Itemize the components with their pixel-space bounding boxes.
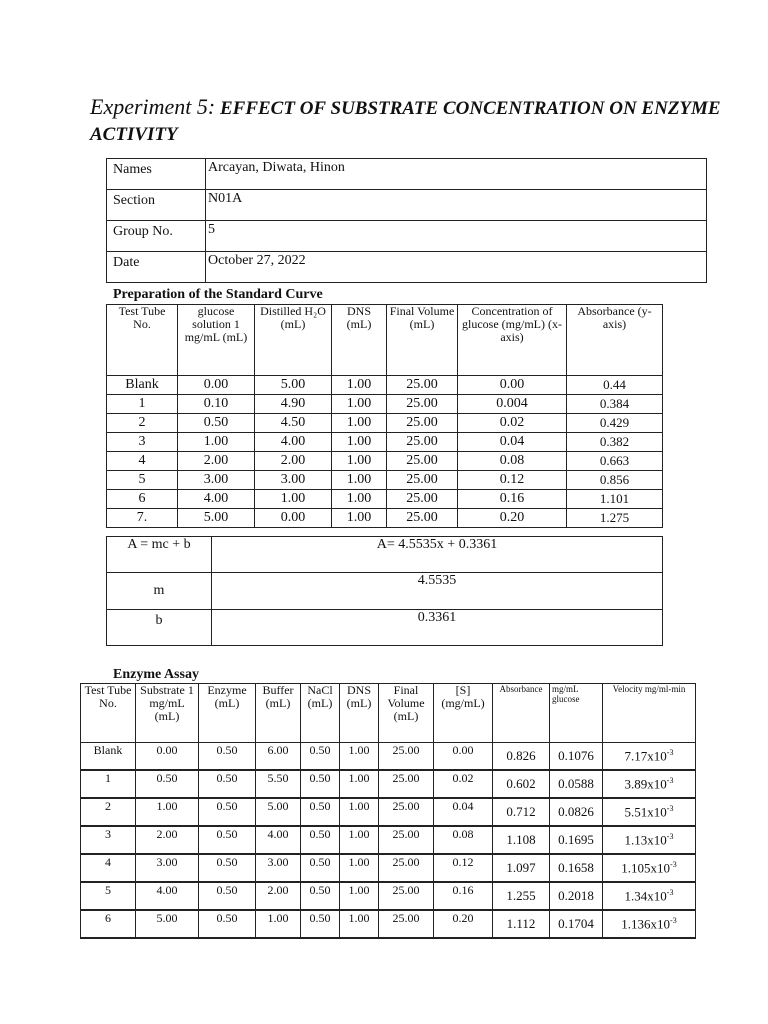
table-cell: 1 (81, 770, 136, 798)
table-cell: 25.00 (387, 452, 458, 471)
table-cell: 1.00 (332, 471, 387, 490)
table-cell: 6 (107, 490, 178, 509)
table-cell: 0.00 (458, 376, 567, 395)
velocity-base: 1.136x10 (621, 916, 671, 932)
table-cell: 2.00 (255, 452, 332, 471)
std-header: Final Volume (mL) (387, 305, 458, 376)
info-row (107, 190, 707, 221)
standard-curve-title: Preparation of the Standard Curve (113, 287, 323, 302)
intercept-value: 0.3361 (212, 610, 663, 646)
table-cell: 0.004 (458, 395, 567, 414)
table-cell: 5 (81, 882, 136, 910)
table-cell: 1.00 (332, 490, 387, 509)
table-cell: 3 (81, 826, 136, 854)
table-cell: 4.50 (255, 414, 332, 433)
std-header: Absorbance (y-axis) (567, 305, 663, 376)
velocity-exponent: -3 (666, 831, 674, 841)
table-cell: 0.429 (567, 414, 663, 433)
velocity-cell (603, 798, 696, 826)
table-cell: 0.826 (493, 743, 550, 771)
velocity-exponent: -3 (670, 915, 677, 925)
table-cell: 0.1695 (550, 826, 603, 854)
table-cell: 2 (107, 414, 178, 433)
table-cell: 2.00 (256, 882, 301, 910)
title-lead: Experiment 5: (90, 94, 216, 119)
table-cell: 0.712 (493, 798, 550, 826)
table-cell: 1.00 (340, 798, 379, 826)
table-cell: 0.12 (458, 471, 567, 490)
table-cell: 25.00 (387, 414, 458, 433)
table-cell: 0.20 (458, 509, 567, 528)
equation-label: A = mc + b (107, 537, 212, 573)
table-cell: 0.50 (301, 854, 340, 882)
table-row (81, 854, 696, 882)
table-cell: 0.50 (199, 826, 256, 854)
table-cell: 0.16 (434, 882, 493, 910)
table-cell: 0.1704 (550, 910, 603, 938)
info-row (107, 159, 707, 190)
info-label: Group No. (107, 221, 206, 252)
table-cell: 25.00 (379, 882, 434, 910)
table-cell: 6.00 (256, 743, 301, 771)
table-cell: 0.50 (199, 743, 256, 771)
assay-header: Velocity mg/ml-min (603, 684, 696, 743)
table-cell: 1.00 (255, 490, 332, 509)
table-cell: 0.50 (199, 770, 256, 798)
table-row (107, 471, 663, 490)
equation-table (106, 536, 663, 646)
std-header: DNS (mL) (332, 305, 387, 376)
table-cell: 0.50 (199, 854, 256, 882)
table-cell: 1.00 (340, 770, 379, 798)
table-cell: 0.50 (301, 770, 340, 798)
table-cell: 0.50 (199, 910, 256, 938)
table-cell: 0.20 (434, 910, 493, 938)
enzyme-assay-body (81, 743, 696, 939)
table-cell: 6 (81, 910, 136, 938)
table-cell: 5 (107, 471, 178, 490)
table-cell: 0.00 (178, 376, 255, 395)
info-label: Date (107, 252, 206, 283)
table-cell: 1.097 (493, 854, 550, 882)
table-row (107, 433, 663, 452)
info-value: 5 (206, 221, 707, 252)
table-cell: 2.00 (136, 826, 199, 854)
table-cell: 0.50 (301, 743, 340, 771)
table-cell: 1.00 (256, 910, 301, 938)
table-cell: 0.50 (301, 910, 340, 938)
info-value: Arcayan, Diwata, Hinon (206, 159, 707, 190)
table-row (107, 490, 663, 509)
table-cell: 3.00 (255, 471, 332, 490)
table-cell: 1.00 (136, 798, 199, 826)
table-cell: 5.50 (256, 770, 301, 798)
table-cell: 25.00 (379, 770, 434, 798)
table-cell: 0.0826 (550, 798, 603, 826)
table-row (107, 376, 663, 395)
table-cell: 0.04 (458, 433, 567, 452)
assay-header: Final Volume (mL) (379, 684, 434, 743)
table-row (81, 798, 696, 826)
table-row (107, 414, 663, 433)
info-row (107, 221, 707, 252)
assay-header: Buffer (mL) (256, 684, 301, 743)
table-cell: 1.00 (340, 743, 379, 771)
table-cell: 25.00 (379, 910, 434, 938)
velocity-base: 1.34x10 (624, 888, 667, 904)
table-cell: 25.00 (387, 395, 458, 414)
table-cell: Blank (81, 743, 136, 771)
table-cell: 0.00 (255, 509, 332, 528)
table-row (81, 910, 696, 938)
table-cell: 5.00 (178, 509, 255, 528)
table-cell: 1.00 (332, 395, 387, 414)
table-cell: 0.0588 (550, 770, 603, 798)
std-header: Distilled H₂O (mL) (255, 305, 332, 376)
table-row (81, 770, 696, 798)
table-cell: 0.44 (567, 376, 663, 395)
table-cell: 0.08 (458, 452, 567, 471)
table-cell: 1.108 (493, 826, 550, 854)
velocity-exponent: -3 (666, 803, 674, 813)
table-cell: Blank (107, 376, 178, 395)
table-cell: 3.00 (136, 854, 199, 882)
table-cell: 1 (107, 395, 178, 414)
table-cell: 25.00 (387, 376, 458, 395)
slope-value: 4.5535 (212, 573, 663, 610)
velocity-cell (603, 882, 696, 910)
table-cell: 0.856 (567, 471, 663, 490)
table-cell: 4.00 (256, 826, 301, 854)
table-cell: 1.112 (493, 910, 550, 938)
table-cell: 1.00 (332, 452, 387, 471)
equation-value: A= 4.5535x + 0.3361 (212, 537, 663, 573)
table-cell: 1.00 (178, 433, 255, 452)
table-cell: 3.00 (256, 854, 301, 882)
info-row (107, 252, 707, 283)
table-cell: 1.101 (567, 490, 663, 509)
table-cell: 0.384 (567, 395, 663, 414)
table-cell: 25.00 (379, 743, 434, 771)
assay-header: Test Tube No. (81, 684, 136, 743)
table-cell: 0.16 (458, 490, 567, 509)
velocity-exponent: -3 (666, 887, 674, 897)
table-cell: 25.00 (379, 798, 434, 826)
table-cell: 0.50 (178, 414, 255, 433)
table-cell: 4 (81, 854, 136, 882)
table-cell: 4.00 (136, 882, 199, 910)
info-value: N01A (206, 190, 707, 221)
table-cell: 0.02 (434, 770, 493, 798)
intercept-row (107, 610, 663, 646)
table-cell: 1.00 (340, 910, 379, 938)
table-cell: 0.50 (301, 882, 340, 910)
assay-header: Absorbance (493, 684, 550, 743)
table-cell: 25.00 (379, 826, 434, 854)
intercept-label: b (107, 610, 212, 646)
table-cell: 5.00 (255, 376, 332, 395)
velocity-cell (603, 743, 696, 771)
table-cell: 2.00 (178, 452, 255, 471)
table-row (81, 826, 696, 854)
table-cell: 0.00 (136, 743, 199, 771)
assay-header: [S] (mg/mL) (434, 684, 493, 743)
table-cell: 25.00 (387, 490, 458, 509)
assay-header: Enzyme (mL) (199, 684, 256, 743)
table-cell: 7. (107, 509, 178, 528)
assay-header: DNS (mL) (340, 684, 379, 743)
table-cell: 0.2018 (550, 882, 603, 910)
velocity-base: 1.13x10 (624, 832, 667, 848)
velocity-cell (603, 910, 696, 938)
table-cell: 25.00 (379, 854, 434, 882)
table-cell: 25.00 (387, 509, 458, 528)
table-cell: 4.90 (255, 395, 332, 414)
table-cell: 0.04 (434, 798, 493, 826)
table-cell: 5.00 (136, 910, 199, 938)
table-cell: 0.50 (301, 798, 340, 826)
table-cell: 0.50 (301, 826, 340, 854)
table-cell: 3.00 (178, 471, 255, 490)
velocity-cell (603, 826, 696, 854)
title-rest: EFFECT OF SUBSTRATE CONCENTRATION ON ENZYME ACTIVITY (90, 98, 721, 145)
table-cell: 25.00 (387, 433, 458, 452)
velocity-base: 7.17x10 (624, 748, 667, 764)
table-cell: 0.1658 (550, 854, 603, 882)
table-cell: 1.00 (332, 376, 387, 395)
table-cell: 0.02 (458, 414, 567, 433)
velocity-exponent: -3 (666, 747, 674, 757)
table-cell: 4.00 (178, 490, 255, 509)
table-cell: 0.50 (136, 770, 199, 798)
table-cell: 0.602 (493, 770, 550, 798)
table-cell: 3 (107, 433, 178, 452)
table-cell: 25.00 (387, 471, 458, 490)
velocity-cell (603, 854, 696, 882)
standard-curve-body (107, 376, 663, 528)
velocity-base: 3.89x10 (624, 776, 667, 792)
table-cell: 1.00 (332, 414, 387, 433)
table-cell: 0.10 (178, 395, 255, 414)
table-cell: 4 (107, 452, 178, 471)
slope-row (107, 573, 663, 610)
table-row (107, 395, 663, 414)
assay-header: Substrate 1 mg/mL (mL) (136, 684, 199, 743)
enzyme-assay-title: Enzyme Assay (113, 667, 199, 682)
table-row (81, 743, 696, 771)
std-header: Concentration of glucose (mg/mL) (x-axis) (458, 305, 567, 376)
table-cell: 0.382 (567, 433, 663, 452)
table-cell: 1.00 (340, 826, 379, 854)
table-cell: 0.50 (199, 882, 256, 910)
velocity-base: 1.105x10 (621, 860, 671, 876)
standard-curve-table (106, 304, 663, 528)
table-cell: 5.00 (256, 798, 301, 826)
standard-curve-header-row (107, 305, 663, 376)
table-row (107, 452, 663, 471)
table-cell: 0.12 (434, 854, 493, 882)
table-cell: 1.255 (493, 882, 550, 910)
table-cell: 4.00 (255, 433, 332, 452)
info-label: Section (107, 190, 206, 221)
assay-header: mg/mL glucose (550, 684, 603, 743)
table-cell: 0.00 (434, 743, 493, 771)
velocity-base: 5.51x10 (624, 804, 667, 820)
table-cell: 0.08 (434, 826, 493, 854)
table-cell: 0.50 (199, 798, 256, 826)
velocity-exponent: -3 (666, 775, 674, 785)
table-cell: 1.275 (567, 509, 663, 528)
info-value: October 27, 2022 (206, 252, 707, 283)
enzyme-assay-table (80, 683, 696, 939)
std-header: Test Tube No. (107, 305, 178, 376)
equation-row (107, 537, 663, 573)
table-row (107, 509, 663, 528)
table-cell: 1.00 (340, 882, 379, 910)
table-cell: 1.00 (332, 509, 387, 528)
table-cell: 2 (81, 798, 136, 826)
velocity-cell (603, 770, 696, 798)
velocity-exponent: -3 (670, 859, 677, 869)
table-cell: 0.1076 (550, 743, 603, 771)
assay-header: NaCl (mL) (301, 684, 340, 743)
enzyme-assay-header-row (81, 684, 696, 743)
table-cell: 1.00 (332, 433, 387, 452)
info-table (106, 158, 707, 283)
table-cell: 0.663 (567, 452, 663, 471)
info-label: Names (107, 159, 206, 190)
table-row (81, 882, 696, 910)
table-cell: 1.00 (340, 854, 379, 882)
page-title (90, 94, 730, 148)
std-header: glucose solution 1 mg/mL (mL) (178, 305, 255, 376)
slope-label: m (107, 573, 212, 610)
